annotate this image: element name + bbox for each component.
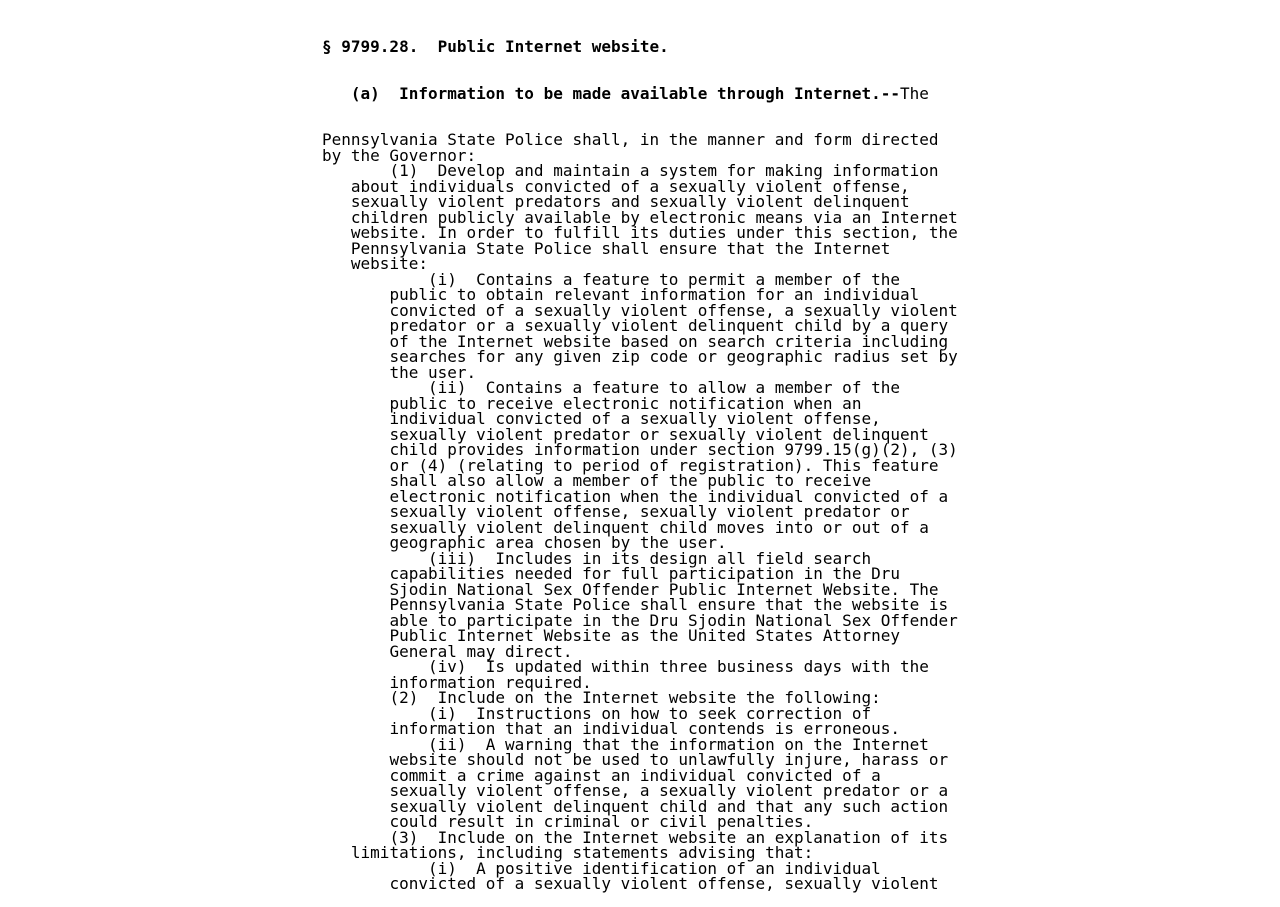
statute-line-text: Public Internet Website as the United States Attorney bbox=[389, 626, 900, 645]
statute-line-text: geographic area chosen by the user. bbox=[389, 533, 727, 552]
statute-line-text: website. In order to fulfill its duties under this section, the bbox=[350, 223, 958, 242]
statute-line-text: or (4) (relating to period of registration). This feature bbox=[389, 455, 939, 475]
statute-body bbox=[322, 132, 958, 892]
statute-line-text: (2) Include on the Internet website the following: bbox=[389, 688, 881, 707]
statute-line-text: Sjodin National Sex Offender Public Internet Website. The bbox=[389, 579, 939, 599]
subsection-a-text: The bbox=[899, 83, 929, 103]
statute-line-text: shall also allow a member of the public to receive bbox=[389, 471, 872, 490]
statute-line-text: child provides information under section 9799.15(g)(2), (3) bbox=[389, 440, 958, 459]
statute-line-text: searches for any given zip code or geographic radius set by bbox=[389, 347, 958, 366]
statute-line-text: by the Governor: bbox=[322, 145, 477, 165]
statute-line-text: sexually violent delinquent child moves into or out of a bbox=[389, 517, 929, 537]
statute-line-text: Pennsylvania State Police shall ensure that the Internet bbox=[350, 238, 891, 258]
statute-line bbox=[322, 876, 958, 892]
section-heading: § 9799.28. Public Internet website. bbox=[322, 37, 669, 56]
statute-line-text: Pennsylvania State Police shall, in the manner and form directed bbox=[322, 130, 939, 149]
statute-line-text: Pennsylvania State Police shall ensure that the website is bbox=[389, 595, 949, 614]
statute-line-text: able to participate in the Dru Sjodin National Sex Offender bbox=[389, 610, 958, 630]
statute-line-text: sexually violent predator or sexually violent delinquent bbox=[389, 424, 929, 444]
statute-line-text: information that an individual contends is erroneous. bbox=[389, 719, 900, 738]
statute-line-text: children publicly available by electronic means via an Internet bbox=[350, 207, 958, 227]
statute-line-text: (i) Contains a feature to permit a member of the bbox=[427, 269, 900, 289]
statute-line-text: sexually violent predators and sexually violent delinquent bbox=[350, 192, 910, 211]
statute-line-text: limitations, including statements advising that: bbox=[350, 843, 814, 862]
statute-line-text: (i) A positive identification of an individual bbox=[427, 858, 881, 878]
statute-line-text: capabilities needed for full participation in the Dru bbox=[389, 564, 900, 583]
statute-line-text: about individuals convicted of a sexually violent offense, bbox=[350, 176, 910, 196]
statute-line-text: public to obtain relevant information for an individual bbox=[389, 285, 920, 304]
statute-document bbox=[322, 8, 958, 907]
statute-line-text: (1) Develop and maintain a system for making information bbox=[389, 161, 939, 180]
statute-line-text: predator or a sexually violent delinquent child by a query bbox=[389, 316, 949, 335]
statute-line-text: website should not be used to unlawfully injure, harass or bbox=[389, 750, 949, 769]
statute-line-text: convicted of a sexually violent offense, a sexually violent bbox=[389, 300, 958, 320]
statute-line-text: sexually violent offense, a sexually violent predator or a bbox=[389, 781, 949, 800]
subsection-a-first-line bbox=[322, 83, 958, 103]
statute-line-text: (i) Instructions on how to seek correction of bbox=[427, 703, 872, 723]
statute-line-text: public to receive electronic notification when an bbox=[389, 393, 862, 413]
statute-line-text: (ii) A warning that the information on the Internet bbox=[427, 734, 929, 754]
statute-line-text: website: bbox=[350, 254, 428, 273]
subsection-a-heading: (a) Information to be made available through Internet.-- bbox=[350, 83, 900, 103]
statute-line-text: General may direct. bbox=[389, 641, 573, 661]
statute-line-text: individual convicted of a sexually violent offense, bbox=[389, 409, 881, 428]
statute-line-text: of the Internet website based on search criteria including bbox=[389, 331, 949, 351]
statute-line-text: electronic notification when the individual convicted of a bbox=[389, 486, 949, 506]
statute-line-text: convicted of a sexually violent offense, sexually violent bbox=[389, 874, 939, 893]
statute-line-text: (ii) Contains a feature to allow a member of the bbox=[427, 378, 900, 397]
statute-line-text: commit a crime against an individual convicted of a bbox=[389, 765, 881, 785]
statute-line-text: (iii) Includes in its design all field search bbox=[427, 548, 872, 568]
statute-line-text: (iv) Is updated within three business days with the bbox=[427, 657, 929, 676]
statute-line-text: sexually violent delinquent child and that any such action bbox=[389, 796, 949, 816]
statute-line-text: the user. bbox=[389, 362, 477, 382]
statute-line-text: information required. bbox=[389, 672, 592, 692]
statute-line-text: could result in criminal or civil penalties. bbox=[389, 812, 814, 831]
statute-line-text: sexually violent offense, sexually violent predator or bbox=[389, 502, 910, 521]
statute-line-text: (3) Include on the Internet website an explanation of its bbox=[389, 827, 949, 847]
